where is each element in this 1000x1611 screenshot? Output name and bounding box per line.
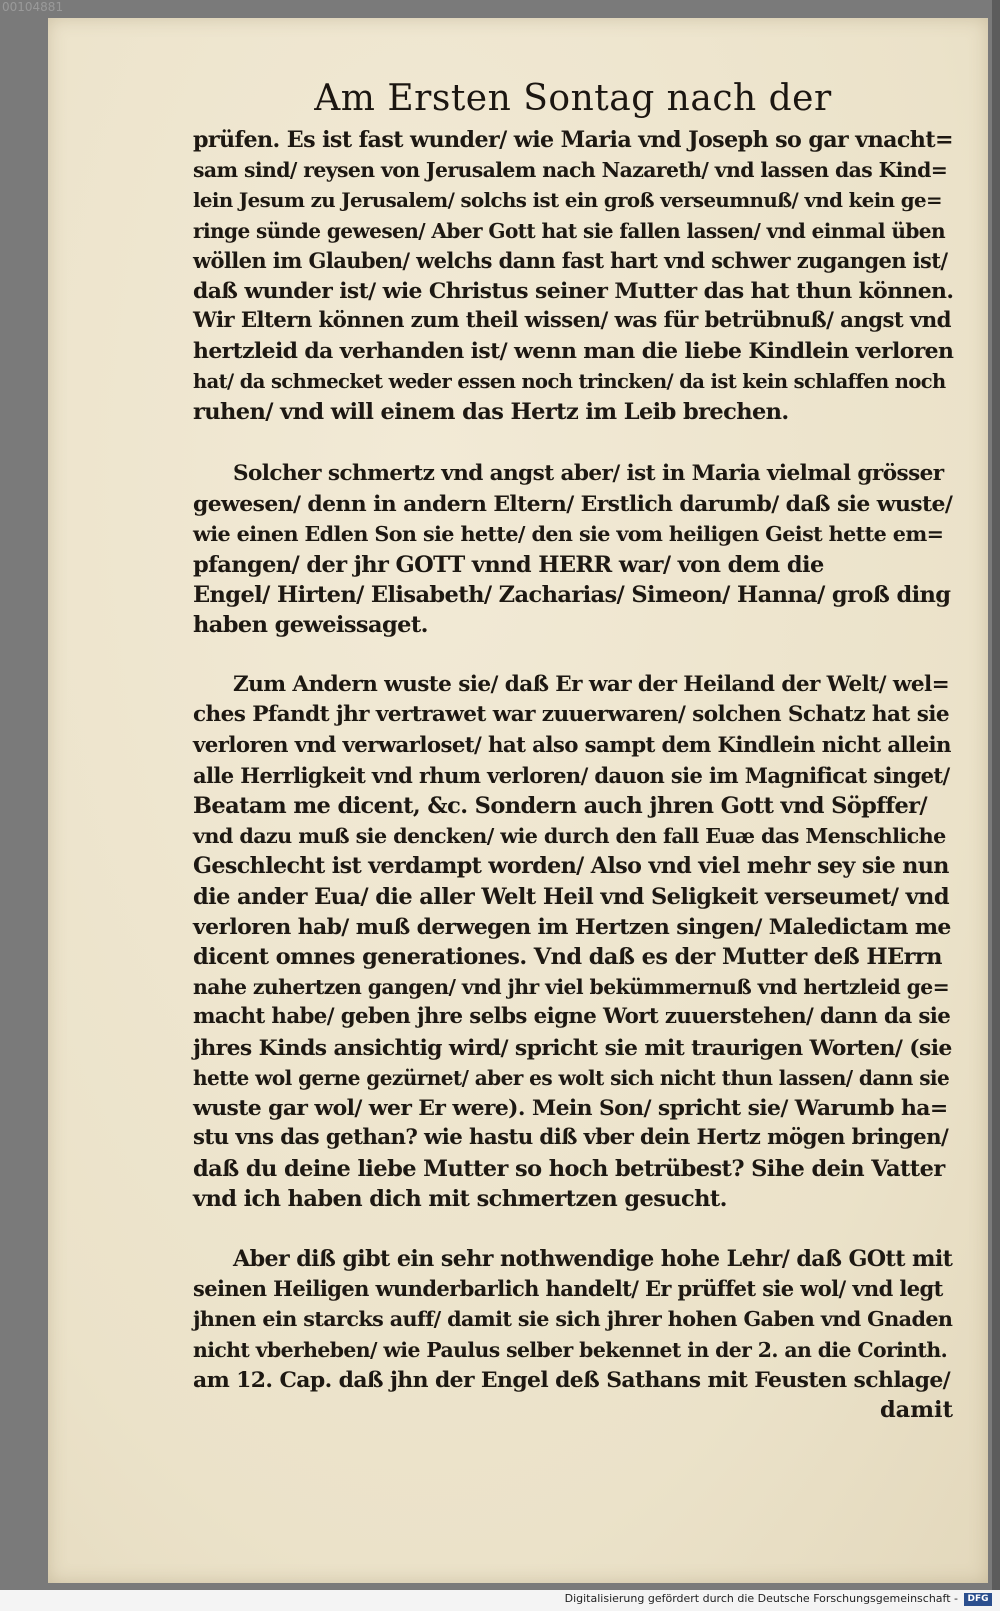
- text-line: lein Jesum zu Jerusalem/ solchs ist ein groß verseumnuß/ vnd kein ge=: [193, 188, 942, 213]
- text-line: ches Pfandt jhr vertrawet war zuuerwaren/ solchen Schatz hat sie: [193, 702, 949, 728]
- text-line: hertzleid da verhanden ist/ wenn man die liebe Kindlein verloren: [193, 338, 954, 365]
- text-line: ruhen/ vnd will einem das Hertz im Leib brechen.: [193, 398, 789, 425]
- text-line: haben geweissaget.: [193, 612, 428, 639]
- text-line: vnd dazu muß sie dencken/ wie durch den fall Euæ das Menschliche: [193, 824, 946, 849]
- text-line: Solcher schmertz vnd angst aber/ ist in Maria vielmal grösser: [233, 461, 944, 487]
- text-line: wuste gar wol/ wer Er were). Mein Son/ spricht sie/ Warumb ha=: [193, 1095, 948, 1122]
- text-line: daß du deine liebe Mutter so hoch betrübest? Sihe dein Vatter: [193, 1155, 945, 1182]
- text-line: stu vns das gethan? wie hastu diß vber dein Hertz mögen bringen/: [193, 1125, 949, 1151]
- text-line: sam sind/ reysen von Jerusalem nach Nazareth/ vnd lassen das Kind=: [193, 158, 948, 183]
- text-line: alle Herrligkeit vnd rhum verloren/ dauon sie im Magnificat singet/: [193, 762, 950, 788]
- running-head: Am Ersten Sontag nach der: [314, 78, 832, 119]
- footer-credit: Digitalisierung gefördert durch die Deutsche Forschungsgemeinschaft -: [564, 1592, 958, 1605]
- text-line: jhres Kinds ansichtig wird/ spricht sie mit traurigen Worten/ (sie: [193, 1034, 952, 1061]
- text-line: Engel/ Hirten/ Elisabeth/ Zacharias/ Simeon/ Hanna/ groß ding: [193, 581, 951, 608]
- text-line: nahe zuhertzen gangen/ vnd jhr viel bekümmernuß vnd hertzleid ge=: [193, 975, 950, 1000]
- text-line: Aber diß gibt ein sehr nothwendige hohe Lehr/ daß GOtt mit: [233, 1245, 953, 1272]
- text-line: am 12. Cap. daß jhn der Engel deß Sathans mit Feusten schlage/: [193, 1366, 951, 1393]
- text-line: dicent omnes generationes. Vnd daß es der Mutter deß HErrn: [193, 944, 942, 971]
- text-line: seinen Heiligen wunderbarlich handelt/ Er prüffet sie wol/ vnd legt: [193, 1276, 943, 1302]
- dfg-logo-icon: DFG: [964, 1593, 992, 1606]
- text-line: daß wunder ist/ wie Christus seiner Mutter das hat thun können.: [193, 278, 954, 305]
- text-line: pfangen/ der jhr GOTT vnnd HERR war/ von dem die: [193, 551, 824, 578]
- text-line: ringe sünde gewesen/ Aber Gott hat sie fallen lassen/ vnd einmal üben: [193, 218, 945, 243]
- text-line: vnd ich haben dich mit schmertzen gesucht.: [193, 1185, 727, 1212]
- catchword: damit: [879, 1396, 953, 1423]
- text-line: gewesen/ denn in andern Eltern/ Erstlich darumb/ daß sie wuste/: [193, 491, 953, 518]
- text-line: Geschlecht ist verdampt worden/ Also vnd viel mehr sey sie nun: [193, 853, 949, 880]
- text-line: Wir Eltern können zum theil wissen/ was für betrübnuß/ angst vnd: [193, 308, 951, 334]
- book-page: [48, 18, 988, 1583]
- text-line: hette wol gerne gezürnet/ aber es wolt sich nicht thun lassen/ dann sie: [193, 1065, 950, 1090]
- text-line: verloren vnd verwarloset/ hat also sampt dem Kindlein nicht allein: [193, 732, 951, 758]
- text-line: wie einen Edlen Son sie hette/ den sie vom heiligen Geist hette em=: [193, 522, 944, 547]
- text-line: nicht vberheben/ wie Paulus selber bekennet in der 2. an die Corinth.: [193, 1337, 948, 1362]
- scan-identifier: 00104881: [2, 0, 64, 14]
- text-line: Zum Andern wuste sie/ daß Er war der Heiland der Welt/ wel=: [233, 672, 950, 698]
- digitization-footer: [0, 1590, 1000, 1611]
- paragraph-2: [193, 459, 953, 640]
- text-line: wöllen im Glauben/ welchs dann fast hart vnd schwer zugangen ist/: [193, 247, 948, 273]
- text-line: macht habe/ geben jhre selbs eigne Wort zuuerstehen/ dann da sie: [193, 1004, 951, 1030]
- text-line: jhnen ein starcks auff/ damit sie sich jhrer hohen Gaben vnd Gnaden: [193, 1307, 953, 1332]
- page-text-block: [193, 78, 953, 1425]
- text-line: Beatam me dicent, &c. Sondern auch jhren Gott vnd Söpffer/: [193, 793, 928, 820]
- scan-border: [992, 0, 1000, 1590]
- text-line: die ander Eua/ die aller Welt Heil vnd Seligkeit verseumet/ vnd: [193, 883, 949, 910]
- paragraph-4: [193, 1244, 953, 1395]
- text-line: hat/ da schmecket weder essen noch trincken/ da ist kein schlaffen noch: [193, 369, 946, 393]
- paragraph-1: [193, 125, 953, 427]
- paragraph-3: [193, 670, 953, 1214]
- text-line: prüfen. Es ist fast wunder/ wie Maria vnd Joseph so gar vnacht=: [193, 127, 953, 153]
- text-line: verloren hab/ muß derwegen im Hertzen singen/ Maledictam me: [193, 913, 951, 940]
